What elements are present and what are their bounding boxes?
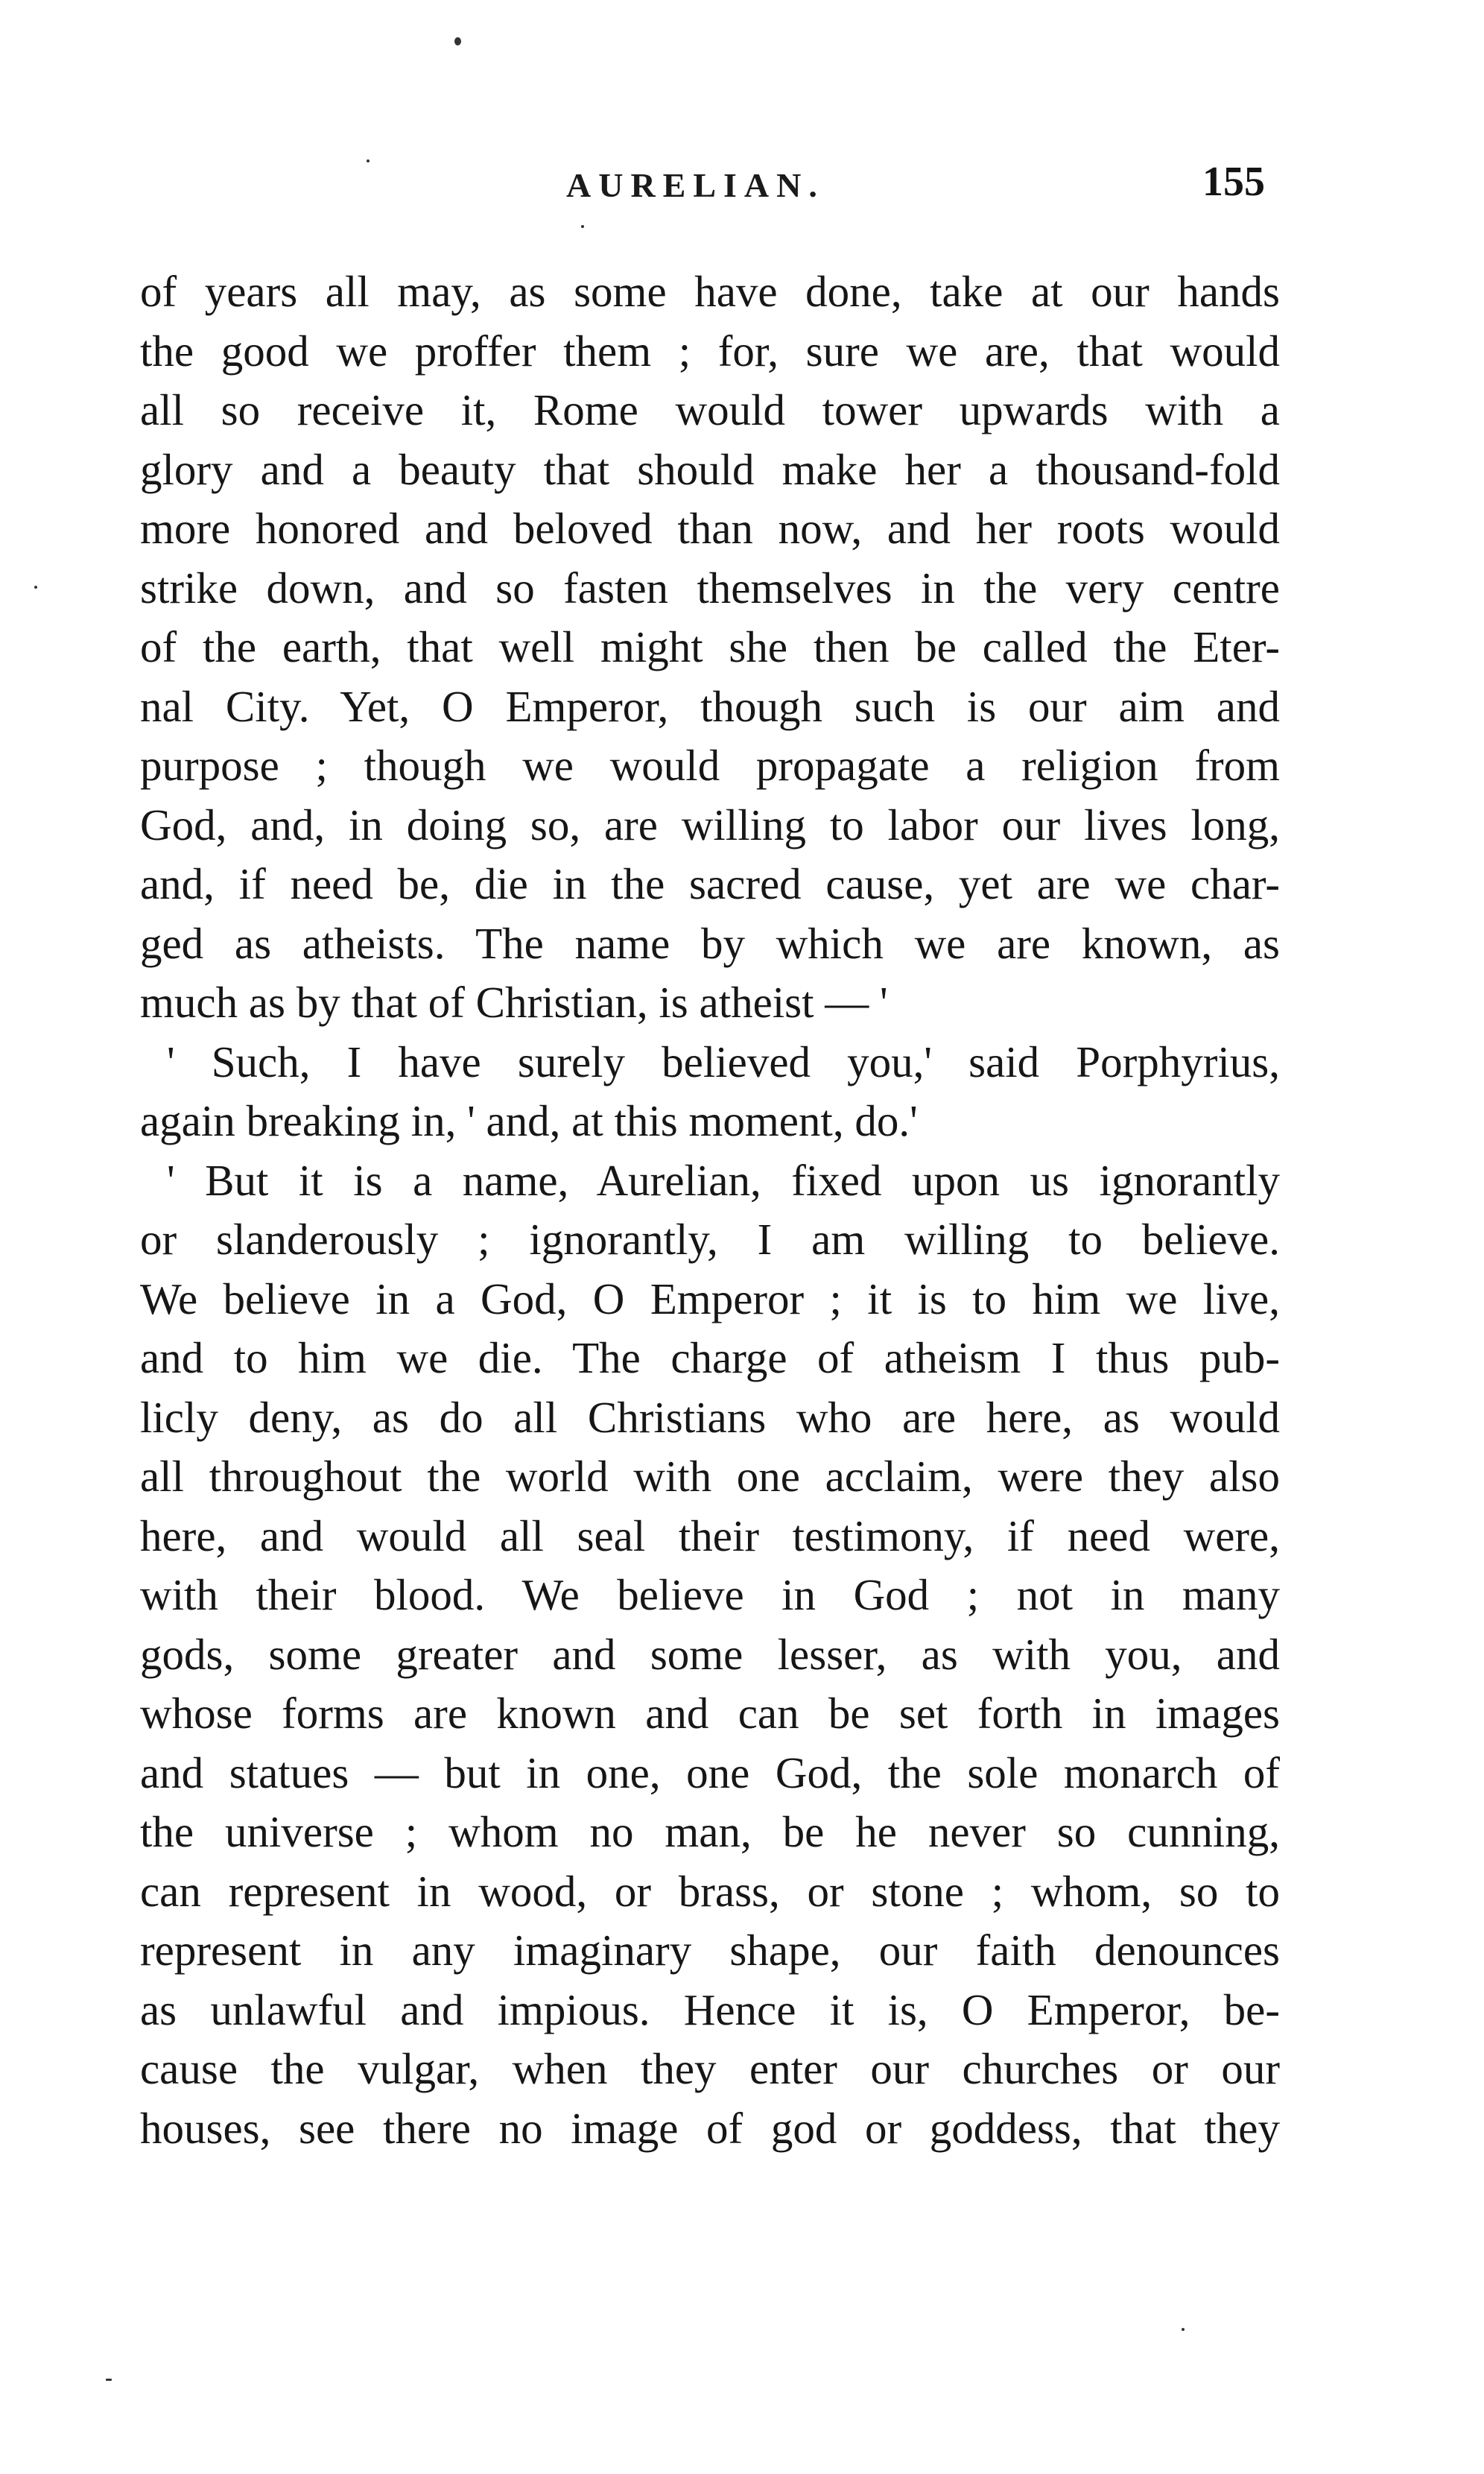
- text-line: all throughout the world with one acclaim, were they also: [140, 1452, 1280, 1501]
- text-line: God, and, in doing so, are willing to labor our lives long,: [140, 800, 1280, 850]
- text-line: all so receive it, Rome would tower upwards with a: [140, 385, 1280, 434]
- text-line: cause the vulgar, when they enter our churches or our: [140, 2044, 1280, 2093]
- print-speck: [367, 159, 370, 162]
- text-line: strike down, and so fasten themselves in the very centre: [140, 563, 1280, 613]
- text-line: of the earth, that well might she then be called the Eter-: [140, 622, 1280, 671]
- text-line: here, and would all seal their testimony, if need were,: [140, 1510, 1280, 1560]
- print-speck: [1182, 2328, 1185, 2331]
- text-line: purpose ; though we would propagate a religion from: [140, 741, 1280, 790]
- page-number: 155: [1202, 159, 1265, 205]
- text-line: can represent in wood, or brass, or stone ; whom, so to: [140, 1866, 1280, 1916]
- text-line: represent in any imaginary shape, our faith denounces: [140, 1926, 1280, 1975]
- running-title: AURELIAN.: [566, 166, 825, 204]
- text-line: as unlawful and impious. Hence it is, O Emperor, be-: [140, 1984, 1280, 2034]
- body-text: [140, 262, 1280, 2158]
- text-line: and to him we die. The charge of atheism I thus pub-: [140, 1333, 1280, 1382]
- text-line: nal City. Yet, O Emperor, though such is our aim and: [140, 681, 1280, 731]
- text-line: We believe in a God, O Emperor ; it is to him we live,: [140, 1274, 1280, 1323]
- print-speck: [454, 37, 461, 45]
- text-line: with their blood. We believe in God ; not in many: [140, 1570, 1280, 1619]
- text-line: and statues — but in one, one God, the sole monarch of: [140, 1747, 1280, 1797]
- text-line: ged as atheists. The name by which we are known, as: [140, 918, 1280, 968]
- text-line: gods, some greater and some lesser, as with you, and: [140, 1629, 1280, 1679]
- text-line: or slanderously ; ignorantly, I am willing to believe.: [140, 1215, 1280, 1264]
- text-line: licly deny, as do all Christians who are here, as would: [140, 1392, 1280, 1442]
- text-line: and, if need be, die in the sacred cause, yet are we char-: [140, 859, 1280, 908]
- text-line: houses, see there no image of god or goddess, that they: [140, 2103, 1280, 2153]
- text-line: of years all may, as some have done, take at our hands: [140, 267, 1280, 316]
- text-line: glory and a beauty that should make her a thousand-fold: [140, 444, 1280, 494]
- print-speck: [581, 225, 584, 228]
- text-line: the good we proffer them ; for, sure we are, that would: [140, 326, 1280, 376]
- text-line: the universe ; whom no man, be he never so cunning,: [140, 1807, 1280, 1856]
- print-speck: [34, 586, 37, 589]
- text-line: much as by that of Christian, is atheist — ': [140, 978, 888, 1027]
- text-line: whose forms are known and can be set forth in images: [140, 1689, 1280, 1738]
- text-line: ' Such, I have surely believed you,' said Porphyrius,: [167, 1037, 1280, 1086]
- text-line: ' But it is a name, Aurelian, fixed upon us ignorantly: [167, 1155, 1280, 1205]
- print-speck: [106, 2379, 112, 2381]
- text-line: again breaking in, ' and, at this moment, do.': [140, 1096, 918, 1145]
- text-line: more honored and beloved than now, and her roots would: [140, 504, 1280, 553]
